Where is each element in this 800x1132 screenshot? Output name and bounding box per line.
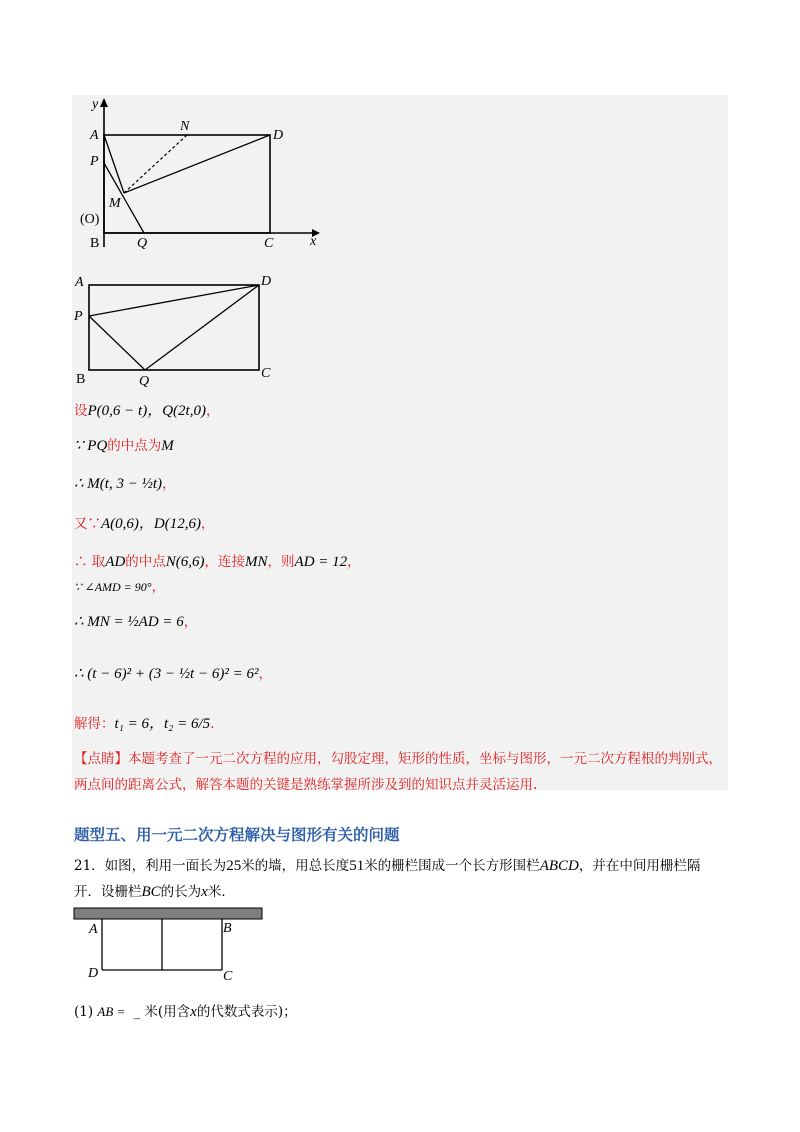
label-q: Q	[139, 374, 150, 389]
question-21-part-1: (1) AB = _ 米(用含x的代数式表示)；	[74, 1004, 297, 1020]
segment-qd	[145, 285, 259, 370]
label-c: C	[223, 969, 233, 984]
rectangle-abcd	[104, 135, 270, 233]
label-p: P	[90, 154, 99, 169]
label-b: B	[90, 236, 100, 251]
label-y: y	[92, 97, 99, 112]
segment-pq	[89, 316, 145, 370]
wall	[74, 908, 262, 919]
question-21: 21．如图，利用一面长为25米的墙，用总长度51米的栅栏围成一个长方形围栏ABCD，并在中间用栅栏隔开．设栅栏BC的长为x米．	[74, 858, 701, 900]
label-x: x	[310, 234, 317, 249]
solution-line-8: ∴ (t − 6)² + (3 − ½t − 6)² = 6²，	[74, 666, 272, 682]
label-a: A	[89, 922, 98, 937]
label-o: (O)	[80, 212, 100, 227]
solution-line-7: ∴ MN = ½AD = 6，	[74, 614, 198, 630]
label-n: N	[180, 119, 190, 134]
solution-line-1: 设P(0,6 − t)，Q(2t,0)，	[74, 403, 220, 419]
solution-line-3: ∴ M(t, 3 − ½t)，	[74, 476, 176, 492]
fence-figure	[72, 905, 272, 985]
solution-line-6: ∵ ∠AMD = 90°，	[74, 579, 166, 595]
comment-paragraph: 【点睛】本题考查了一元二次方程的应用，勾股定理，矩形的性质，坐标与图形，一元二次方程根的判别式，两点间的距离公式，解答本题的关键是熟练掌握所涉及到的知识点并灵活运用.	[74, 751, 722, 793]
label-a: A	[90, 128, 99, 143]
label-d: D	[273, 128, 284, 143]
y-axis-arrow	[100, 98, 108, 107]
solution-line-5: ∴ 取AD的中点N(6,6)，连接MN，则AD = 12，	[74, 554, 361, 570]
label-a: A	[75, 275, 84, 290]
solution-line-2: ∵ PQ的中点为M	[74, 438, 174, 454]
label-q: Q	[137, 236, 148, 251]
segment-pd	[89, 285, 259, 316]
coordinate-figure	[72, 95, 332, 255]
rectangle-figure	[72, 270, 292, 390]
label-b: B	[223, 921, 232, 936]
label-d: D	[261, 274, 272, 289]
label-c: C	[264, 236, 274, 251]
rectangle-abcd	[89, 285, 259, 370]
label-d: D	[88, 966, 99, 981]
solution-line-9: 解得：t₁ = 6，t₂ = 6/5.	[74, 716, 215, 732]
label-m: M	[109, 196, 121, 211]
section-title: 题型五、用一元二次方程解决与图形有关的问题	[74, 825, 400, 844]
label-b: B	[76, 372, 86, 387]
label-c: C	[261, 366, 271, 381]
segment-md	[124, 135, 270, 193]
segment-am	[104, 135, 124, 193]
solution-line-4: 又∵A(0,6)，D(12,6)，	[74, 516, 215, 532]
segment-mn	[124, 135, 187, 193]
label-p: P	[74, 309, 83, 324]
